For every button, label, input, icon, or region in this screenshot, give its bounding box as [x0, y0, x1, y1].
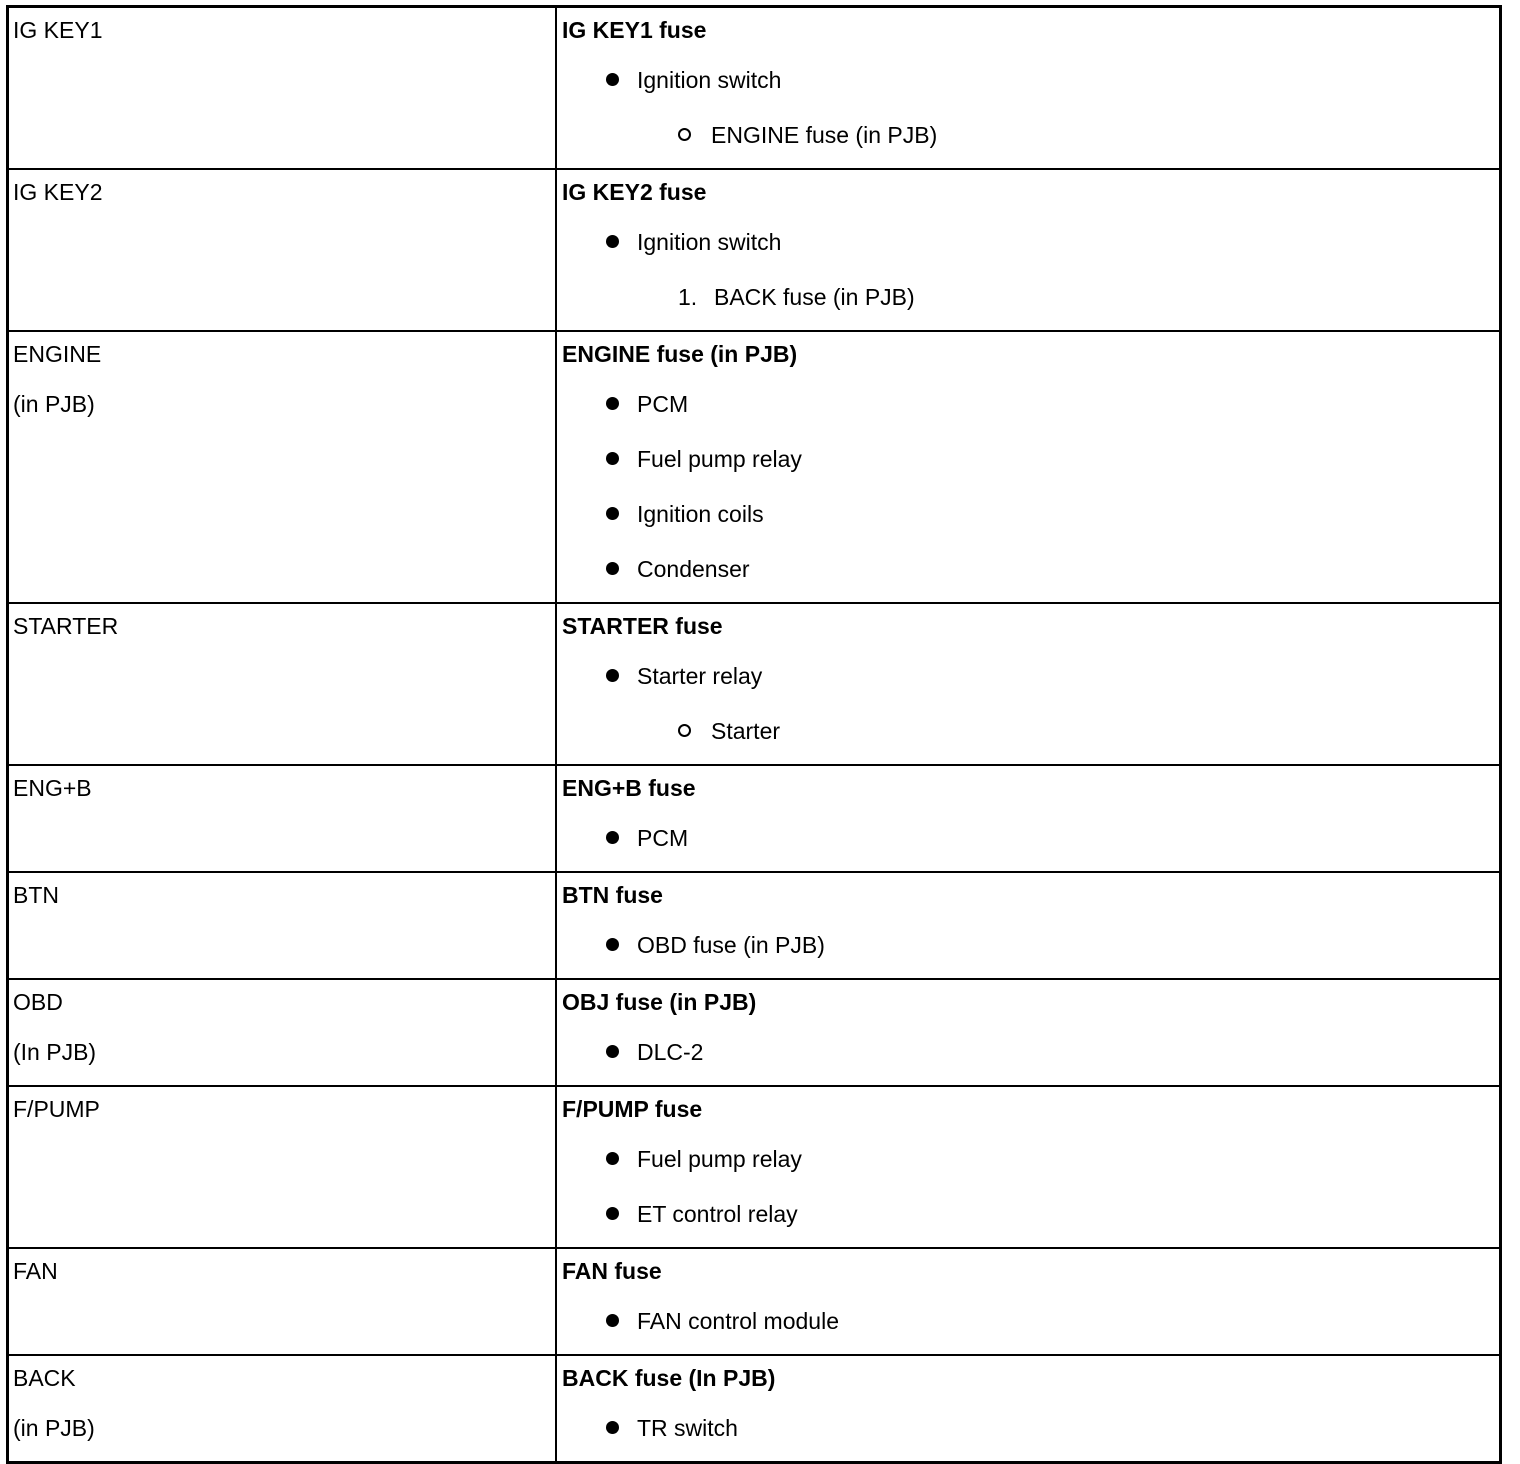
list-item-text: ET control relay	[637, 1201, 798, 1227]
fuse-detail-cell	[557, 1249, 1499, 1354]
list-item-text: Starter	[711, 718, 781, 744]
fuse-heading: F/PUMP fuse	[562, 1096, 703, 1122]
list-item-text: Ignition switch	[637, 67, 782, 93]
fuse-name-cell	[9, 873, 557, 978]
bullet-dot-icon	[606, 452, 619, 465]
list-item-text: Ignition switch	[637, 229, 782, 255]
table-row	[9, 873, 1499, 980]
fuse-name-cell	[9, 980, 557, 1085]
fuse-detail-cell	[557, 170, 1499, 330]
list-item	[562, 1137, 1499, 1192]
bullet-dot-icon	[606, 831, 619, 844]
fuse-heading: OBJ fuse (in PJB)	[562, 989, 757, 1015]
fuse-detail-cell	[557, 1087, 1499, 1247]
list-item	[562, 220, 1499, 275]
fuse-heading: IG KEY1 fuse	[562, 17, 707, 43]
bullet-dot-icon	[606, 73, 619, 86]
list-item-text: DLC-2	[637, 1039, 704, 1065]
list-item-text: FAN control module	[637, 1308, 839, 1334]
list-item	[562, 654, 1499, 709]
bullet-dot-icon	[606, 1207, 619, 1220]
table-row	[9, 170, 1499, 332]
list-item	[562, 58, 1499, 113]
fuse-heading: STARTER fuse	[562, 613, 723, 639]
fuse-name-cell	[9, 170, 557, 330]
bullet-dot-icon	[606, 1314, 619, 1327]
list-item	[562, 1192, 1499, 1247]
list-item	[562, 547, 1499, 602]
table-row	[9, 8, 1499, 170]
fuse-heading: BACK fuse (In PJB)	[562, 1365, 776, 1391]
list-item	[562, 1030, 1499, 1085]
fuse-heading: IG KEY2 fuse	[562, 179, 707, 205]
bullet-circle-icon	[678, 128, 691, 141]
fuse-name-text: (in PJB)	[13, 391, 95, 417]
fuse-detail-cell	[557, 332, 1499, 602]
fuse-name-text: BTN	[13, 882, 59, 908]
list-item-text: PCM	[637, 825, 689, 851]
fuse-table	[6, 5, 1502, 1464]
table-row	[9, 980, 1499, 1087]
list-item	[562, 382, 1499, 437]
bullet-dot-icon	[606, 1152, 619, 1165]
fuse-detail-cell	[557, 604, 1499, 764]
list-item-text: Ignition coils	[637, 501, 764, 527]
fuse-name-text: OBD	[13, 989, 63, 1015]
list-item-text: Starter relay	[637, 663, 763, 689]
bullet-dot-icon	[606, 507, 619, 520]
fuse-heading: ENGINE fuse (in PJB)	[562, 341, 798, 367]
list-item	[562, 275, 1499, 330]
fuse-name-text: ENGINE	[13, 341, 102, 367]
bullet-dot-icon	[606, 669, 619, 682]
bullet-dot-icon	[606, 938, 619, 951]
table-row	[9, 1087, 1499, 1249]
fuse-detail-cell	[557, 873, 1499, 978]
fuse-name-text: ENG+B	[13, 775, 92, 801]
list-item-text: Condenser	[637, 556, 750, 582]
list-item	[562, 923, 1499, 978]
fuse-name-text: FAN	[13, 1258, 58, 1284]
list-item	[562, 492, 1499, 547]
fuse-name-cell	[9, 1087, 557, 1247]
fuse-heading: FAN fuse	[562, 1258, 662, 1284]
table-row	[9, 1249, 1499, 1356]
fuse-name-text: STARTER	[13, 613, 119, 639]
bullet-circle-icon	[678, 724, 691, 737]
list-item	[562, 709, 1499, 764]
fuse-name-text: F/PUMP	[13, 1096, 100, 1122]
list-item	[562, 1299, 1499, 1354]
fuse-name-text: (In PJB)	[13, 1039, 97, 1065]
list-item-text: Fuel pump relay	[637, 446, 802, 472]
list-number: 1.	[678, 284, 698, 310]
fuse-heading: BTN fuse	[562, 882, 663, 908]
fuse-name-cell	[9, 1249, 557, 1354]
bullet-dot-icon	[606, 1421, 619, 1434]
fuse-heading: ENG+B fuse	[562, 775, 696, 801]
list-item-text: ENGINE fuse (in PJB)	[711, 122, 938, 148]
table-row	[9, 766, 1499, 873]
bullet-dot-icon	[606, 1045, 619, 1058]
fuse-name-cell	[9, 8, 557, 168]
list-item	[562, 816, 1499, 871]
list-item	[562, 1406, 1499, 1461]
fuse-name-text: IG KEY1	[13, 17, 103, 43]
table-row	[9, 604, 1499, 766]
bullet-dot-icon	[606, 562, 619, 575]
list-item-text: PCM	[637, 391, 689, 417]
list-item	[562, 113, 1499, 168]
fuse-name-cell	[9, 332, 557, 602]
fuse-name-cell	[9, 766, 557, 871]
fuse-detail-cell	[557, 8, 1499, 168]
list-item	[562, 437, 1499, 492]
fuse-name-text: BACK	[13, 1365, 76, 1391]
fuse-detail-cell	[557, 766, 1499, 871]
list-item-text: Fuel pump relay	[637, 1146, 802, 1172]
list-item-text: BACK fuse (in PJB)	[714, 284, 915, 310]
bullet-dot-icon	[606, 397, 619, 410]
fuse-name-cell	[9, 604, 557, 764]
fuse-name-text: IG KEY2	[13, 179, 103, 205]
table-row	[9, 332, 1499, 604]
fuse-detail-cell	[557, 980, 1499, 1085]
list-item-text: TR switch	[637, 1415, 738, 1441]
fuse-name-text: (in PJB)	[13, 1415, 95, 1441]
list-item-text: OBD fuse (in PJB)	[637, 932, 825, 958]
bullet-dot-icon	[606, 235, 619, 248]
